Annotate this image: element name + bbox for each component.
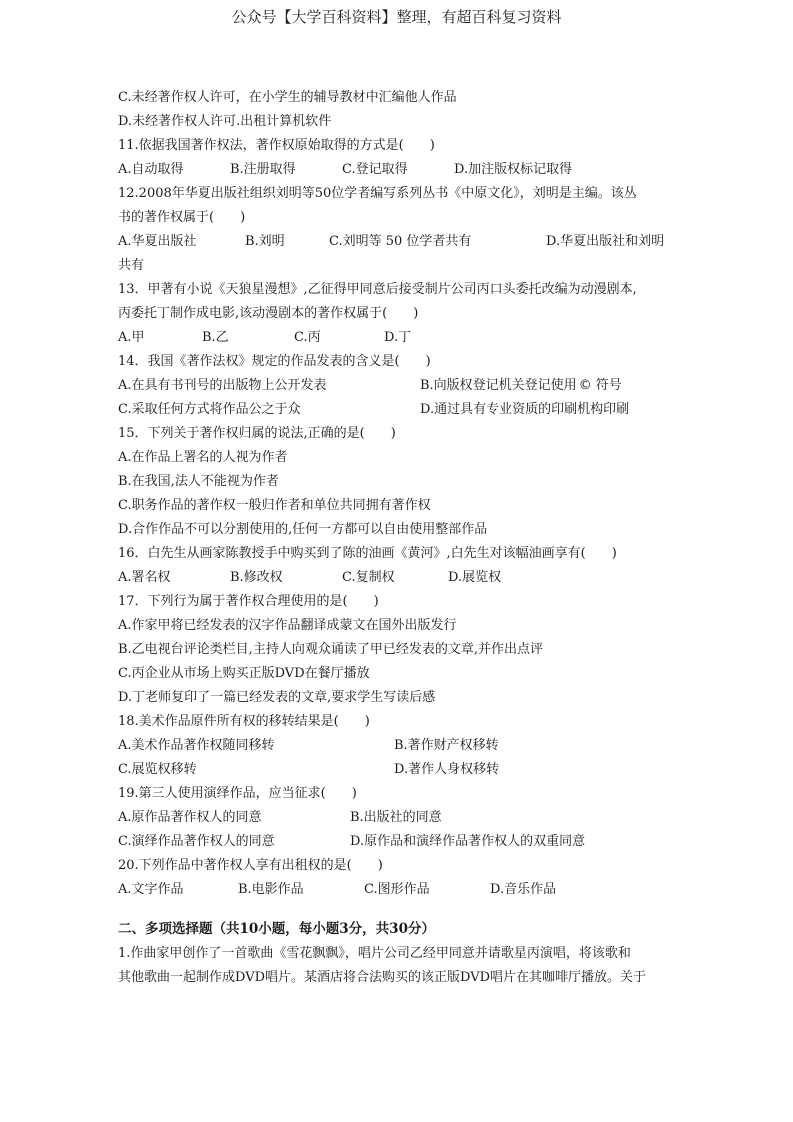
option: D.著作人身权移转 xyxy=(394,762,500,777)
option: A.美术作品著作权随同移转 xyxy=(118,738,275,753)
question-14-options xyxy=(118,374,688,398)
option: D.加注版权标记取得 xyxy=(454,162,573,177)
question-19-options xyxy=(118,806,688,830)
option: A.甲 xyxy=(118,330,145,345)
option: A.华夏出版社 xyxy=(118,234,197,249)
question-15: 15．下列关于著作权归属的说法,正确的是( ) xyxy=(118,426,396,441)
option: C.复制权 xyxy=(342,570,395,585)
option-text: 符号 xyxy=(595,378,622,393)
option: B.修改权 xyxy=(230,570,283,585)
option: B.出版社的同意 xyxy=(350,810,442,825)
question-line: C.未经著作权人许可，在小学生的辅导教材中汇编他人作品 xyxy=(118,90,457,105)
question-13: 丙委托丁制作成电影,该动漫剧本的著作权属于( ) xyxy=(118,306,419,321)
option: C.展览权移转 xyxy=(118,762,197,777)
option-text: B.向版权登记机关登记使用 xyxy=(420,378,577,393)
option: B.注册取得 xyxy=(230,162,296,177)
question-m1: 1.作曲家甲创作了一首歌曲《雪花飘飘》，唱片公司乙经甲同意并请歌星丙演唱，将该歌和 xyxy=(118,946,631,961)
question-line: D.未经著作权人许可.出租计算机软件 xyxy=(118,114,332,129)
option: A.文字作品 xyxy=(118,882,184,897)
question-18: 18.美术作品原件所有权的移转结果是( ) xyxy=(118,714,370,729)
option: C.丙企业从市场上购买正版DVD在餐厅播放 xyxy=(118,666,370,681)
option: B.刘明 xyxy=(245,234,285,249)
option: D.丁老师复印了一篇已经发表的文章,要求学生写读后感 xyxy=(118,690,436,705)
question-13-options xyxy=(118,326,688,350)
question-18-options xyxy=(118,758,688,782)
document-body xyxy=(118,86,688,990)
option: D.音乐作品 xyxy=(490,882,557,897)
option xyxy=(420,374,622,398)
option: A.在具有书刊号的出版物上公开发表 xyxy=(118,378,327,393)
page-header: 公众号【大学百科资料】整理，有超百科复习资料 xyxy=(231,8,562,26)
option: D.展览权 xyxy=(448,570,502,585)
option: A.作家甲将已经发表的汉字作品翻译成蒙文在国外出版发行 xyxy=(118,618,457,633)
question-11: 11.依据我国著作权法，著作权原始取得的方式是( ) xyxy=(118,138,435,153)
question-19-options xyxy=(118,830,688,854)
option: C.刘明等 50 位学者共有 xyxy=(329,234,472,249)
option: C.丙 xyxy=(294,330,321,345)
option: D.原作品和演绎作品著作权人的双重同意 xyxy=(350,834,586,849)
option: A.自动取得 xyxy=(118,162,184,177)
question-20-options xyxy=(118,878,688,902)
option: B.电影作品 xyxy=(238,882,304,897)
option: A.署名权 xyxy=(118,570,171,585)
question-11-options xyxy=(118,158,688,182)
option: A.在作品上署名的人视为作者 xyxy=(118,450,288,465)
option: B.著作财产权移转 xyxy=(394,738,499,753)
question-17: 17．下列行为属于著作权合理使用的是( ) xyxy=(118,594,379,609)
option: D.通过具有专业资质的印刷机构印刷 xyxy=(420,402,630,417)
question-14: 14．我国《著作法权》规定的作品发表的含义是( ) xyxy=(118,354,431,369)
question-m1: 其他歌曲一起制作成DVD唱片。某酒店将合法购买的该正版DVD唱片在其咖啡厅播放。关于 xyxy=(118,970,647,985)
option: C.演绎作品著作权人的同意 xyxy=(118,834,275,849)
question-line: 共有 xyxy=(118,258,145,273)
question-12-options xyxy=(118,230,688,254)
option: B.乙电视台评论类栏目,主持人向观众诵读了甲已经发表的文章,并作出点评 xyxy=(118,642,543,657)
copyright-icon: © xyxy=(578,378,592,393)
question-12: 12.2008年华夏出版社组织刘明等50位学者编写系列丛书《中原文化》，刘明是主编。该丛 xyxy=(118,186,637,201)
question-20: 20.下列作品中著作权人享有出租权的是( ) xyxy=(118,858,383,873)
question-14-options xyxy=(118,398,688,422)
section-heading: 二、多项选择题（共10小题，每小题3分，共30分） xyxy=(118,921,435,937)
option: B.乙 xyxy=(202,330,229,345)
option: C.图形作品 xyxy=(364,882,430,897)
question-16: 16．白先生从画家陈教授手中购买到了陈的油画《黄河》,白先生对该幅油画享有( ) xyxy=(118,546,617,561)
option: C.采取任何方式将作品公之于众 xyxy=(118,402,301,417)
option: C.职务作品的著作权一般归作者和单位共同拥有著作权 xyxy=(118,498,431,513)
option: A.原作品著作权人的同意 xyxy=(118,810,262,825)
option: D.丁 xyxy=(384,330,412,345)
option: D.合作作品不可以分割使用的,任何一方都可以自由使用整部作品 xyxy=(118,522,488,537)
question-18-options xyxy=(118,734,688,758)
option: D.华夏出版社和刘明 xyxy=(546,234,665,249)
question-13: 13．甲著有小说《天狼星漫想》,乙征得甲同意后接受制片公司丙口头委托改编为动漫剧本, xyxy=(118,282,637,297)
question-16-options xyxy=(118,566,688,590)
option: B.在我国,法人不能视为作者 xyxy=(118,474,279,489)
question-19: 19.第三人使用演绎作品，应当征求( ) xyxy=(118,786,357,801)
option: C.登记取得 xyxy=(342,162,408,177)
question-12: 书的著作权属于( ) xyxy=(118,210,246,225)
